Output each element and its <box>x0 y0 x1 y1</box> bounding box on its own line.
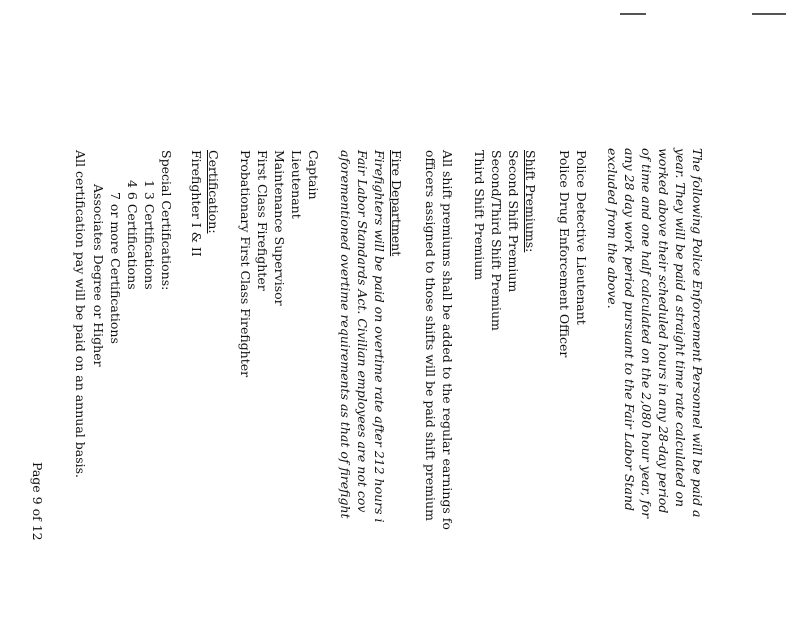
certification-item: 7 or more Certifications <box>108 192 123 344</box>
position-title: Captain <box>306 150 321 200</box>
section-heading: Shift Premiums: <box>523 150 538 253</box>
paragraph-line: officers assigned to those shifts will be paid shift premium <box>423 150 438 521</box>
paragraph-line: aforementioned overtime requirements as that of firefight <box>338 150 353 519</box>
position-title: Probationary First Class Firefighter <box>238 150 253 378</box>
paragraph-line: any 28 day work period pursuant to the Fair Labor Stand <box>622 148 637 512</box>
certification-item: Firefighter I & II <box>189 150 204 257</box>
position-title: Police Drug Enforcement Officer <box>557 150 572 358</box>
paragraph-line: worked above their scheduled hours in any 28-day period <box>656 148 671 514</box>
certification-item: Associates Degree or Higher <box>91 184 106 367</box>
paragraph-line: of time and one half calculated on the 2,080 hour year, for <box>639 148 654 519</box>
paragraph-line: All certification pay will be paid on an annual basis. <box>73 150 88 479</box>
paragraph-line: year. They will be paid a straight time rate calculated on <box>673 148 688 508</box>
section-heading: Certification: <box>206 150 221 234</box>
paragraph-line: All shift premiums shall be added to the regular earnings fo <box>440 150 455 530</box>
certification-item: 4 6 Certifications <box>125 180 140 290</box>
position-title: Lieutenant <box>289 150 304 219</box>
page-number: Page 9 of 12 <box>30 462 45 541</box>
shift-premium-item: Third Shift Premium <box>472 150 487 281</box>
position-title: Police Detective Lieutenant <box>574 150 589 325</box>
paragraph-line: excluded from the above. <box>605 148 620 309</box>
certification-item: 1 3 Certifications <box>142 180 157 290</box>
section-heading: Special Certifications: <box>159 150 174 291</box>
shift-premium-item: Second/Third Shift Premium <box>489 150 504 331</box>
paragraph-line: Fair Labor Standards Act. Civilian employees are not cov <box>355 150 370 513</box>
paragraph-line: Firefighters will be paid on overtime rate after 212 hours i <box>372 150 387 523</box>
paragraph-line: The following Police Enforcement Personnel will be paid a <box>690 148 705 518</box>
shift-premium-item: Second Shift Premium <box>506 150 521 293</box>
position-title: First Class Firefighter <box>255 150 270 291</box>
position-title: Maintenance Supervisor <box>272 150 287 306</box>
section-heading: Fire Department <box>389 150 404 257</box>
